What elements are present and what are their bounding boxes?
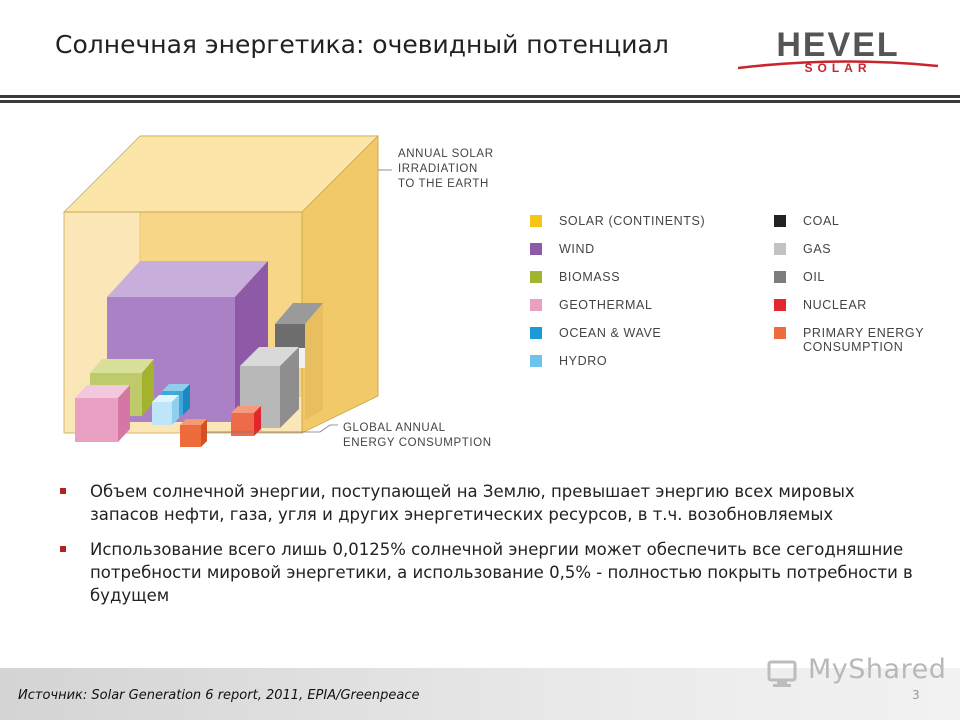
irradiation-label-line-3: TO THE EARTH <box>398 178 489 190</box>
legend-item-hydro <box>530 354 705 382</box>
legend-label: GAS <box>803 242 832 256</box>
irradiation-label-line-2: IRRADIATION <box>398 163 478 175</box>
legend-swatch <box>530 299 542 311</box>
bullet-text: Использование всего лишь 0,0125% солнечной энергии может обеспечить все сегодняшние потребности мировой энергетики, а использование 0,5% - полностью покрыть потребности в будущем <box>90 540 913 605</box>
energy-cube-diagram <box>0 105 520 455</box>
legend-label: PRIMARY ENERGY CONSUMPTION <box>803 326 924 354</box>
hevel-solar-logo <box>738 20 938 82</box>
legend-item-solar <box>530 214 705 242</box>
legend-item-geothermal <box>530 298 705 326</box>
primary-energy-consumption-cube <box>180 419 207 447</box>
legend-swatch <box>774 299 786 311</box>
legend-swatch <box>774 271 786 283</box>
legend-label: BIOMASS <box>559 270 621 284</box>
legend-item-wind <box>530 242 705 270</box>
legend-swatch <box>530 327 542 339</box>
source-note: Источник: Solar Generation 6 report, 2011, EPIA/Greenpeace <box>18 688 420 703</box>
legend-label: SOLAR (CONTINENTS) <box>559 214 706 228</box>
legend-swatch <box>530 215 542 227</box>
bullet-marker-icon <box>60 488 66 494</box>
legend-column-conventional <box>774 214 953 354</box>
bullet-marker-icon <box>60 546 66 552</box>
hydro-cube <box>152 395 179 425</box>
logo-subtitle: SOLAR <box>804 61 872 75</box>
legend-swatch <box>774 215 786 227</box>
legend-label: OIL <box>803 270 825 284</box>
legend-item-oil <box>774 270 953 298</box>
legend-label: NUCLEAR <box>803 298 867 312</box>
legend-label: COAL <box>803 214 840 228</box>
bullet-item <box>60 538 920 607</box>
logo-wordmark: HEVEL <box>776 26 900 64</box>
title-divider-2 <box>0 100 960 103</box>
legend-item-gas <box>774 242 953 270</box>
slide-title: Солнечная энергетика: очевидный потенциал <box>55 30 669 59</box>
nuclear-cube <box>231 406 261 436</box>
legend-label: HYDRO <box>559 354 608 368</box>
bullet-text: Объем солнечной энергии, поступающей на Землю, превышает энергию всех мировых запасов нефти, газа, угля и других энергетических ресурсов, в т.ч. возобновляемых <box>90 482 855 524</box>
myshared-watermark: MyShared <box>808 654 947 685</box>
legend-item-coal <box>774 214 953 242</box>
page-number: 3 <box>912 688 920 702</box>
consumption-label-line-1: GLOBAL ANNUAL <box>343 422 446 434</box>
consumption-label-line-2: ENERGY CONSUMPTION <box>343 437 492 449</box>
legend-column-renewables <box>530 214 705 382</box>
myshared-watermark-icon <box>766 656 802 688</box>
irradiation-label-line-1: ANNUAL SOLAR <box>398 148 494 160</box>
legend-swatch <box>530 355 542 367</box>
geothermal-cube <box>75 385 130 442</box>
legend-label: GEOTHERMAL <box>559 298 653 312</box>
legend-swatch <box>530 271 542 283</box>
legend-item-nuclear <box>774 298 953 326</box>
legend-label: WIND <box>559 242 595 256</box>
bullet-item <box>60 480 920 526</box>
legend-item-primary-energy <box>774 326 953 354</box>
bullet-list <box>60 480 920 619</box>
title-divider <box>0 95 960 98</box>
legend-item-ocean-wave <box>530 326 705 354</box>
legend-item-biomass <box>530 270 705 298</box>
legend-label: OCEAN & WAVE <box>559 326 662 340</box>
legend-swatch <box>530 243 542 255</box>
legend-swatch <box>774 327 786 339</box>
legend-swatch <box>774 243 786 255</box>
